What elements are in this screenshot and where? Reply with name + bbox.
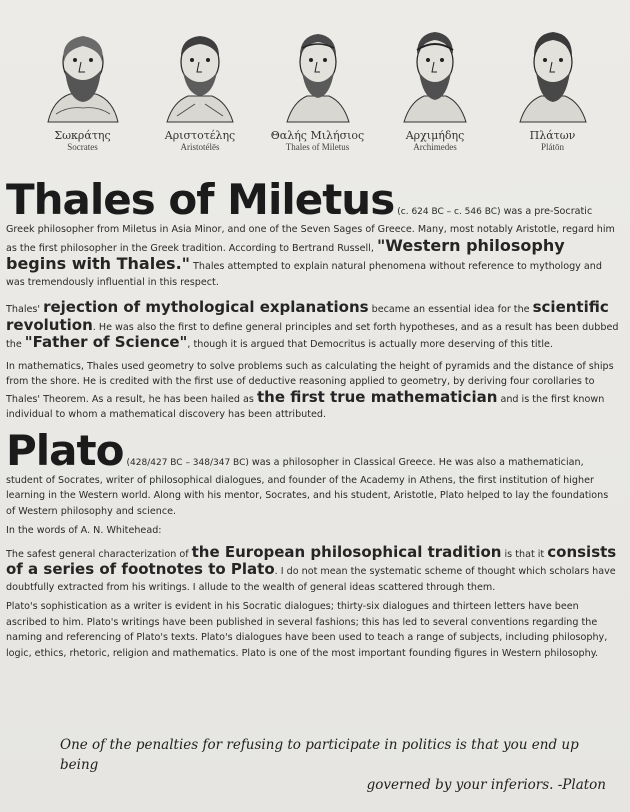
quote-line-2: governed by your inferiors. -Platon (366, 777, 606, 793)
thales-dates: (c. 624 BC – c. 546 BC) (397, 207, 501, 217)
text-span: became an essential idea for the (368, 304, 533, 315)
highlight-text: consists of a series of footnotes to Plato (6, 542, 617, 578)
text-span: is that it (501, 548, 548, 560)
portrait-thales (265, 22, 370, 167)
thales-paragraph-3 (6, 359, 620, 423)
portrait-socrates (30, 22, 135, 167)
text-span: In mathematics, Thales used geometry to solve problems such as calculating the height of pyramids and the distance of ships from the shore. He is credited with the first use of deductive reasoning applied to geometry, by deriving four corollaries to Thales' Theorem. As a result, he has been hailed as (6, 360, 614, 405)
text-span: In the words of A. N. Whitehead: (6, 525, 162, 536)
latin-name: Thales of Miletus (285, 142, 350, 152)
thales-paragraph-2 (6, 300, 620, 353)
plato-quote (60, 735, 620, 795)
archimedes-bust-icon (390, 22, 480, 127)
highlight-text: rejection of mythological explanations (43, 298, 369, 316)
plato-title: Plato (6, 425, 124, 475)
latin-name: Aristotélēs (180, 142, 220, 152)
aristotle-bust-icon (155, 22, 245, 127)
plato-dates: (428/427 BC – 348/347 BC) (126, 457, 249, 468)
latin-name: Plátōn (540, 142, 564, 152)
portrait-archimedes (383, 22, 488, 167)
greek-name: Θαλής Μιλήσιος (270, 129, 365, 142)
highlight-text: scientific revolution (6, 298, 609, 334)
thales-title: Thales of Miletus (6, 175, 395, 224)
russell-quote: "Western philosophy begins with Thales." (6, 235, 565, 273)
plato-paragraph-3 (6, 542, 620, 596)
main-text (6, 175, 620, 665)
text-span: Thales' (6, 304, 44, 315)
plato-paragraph-4 (6, 599, 620, 661)
text-span: Plato's sophistication as a writer is evident in his Socratic dialogues; thirty-six dialogues and thirteen letters have been ascribed to him. Plato's writings have been published in several fashions; this has led to several conventions regarding the naming and referencing of Plato's texts. Plato's dialogues have been used to teach a range of subjects, including philosophy, logic, ethics, rhetoric, religion and mathematics. Plato is one of the most important founding figures in Western philosophy. (6, 601, 608, 659)
greek-name: Αρχιμήδης (405, 129, 465, 142)
text-span: . I do not mean the systematic scheme of thought which scholars have doubtfully extracted from his writings. I allude to the wealth of general ideas scattered through them. (6, 566, 616, 593)
text-span: was a philosopher in Classical Greece. He was also a mathematician, student of Socrates, writer of philosophical dialogues, and founder of the Academy in Athens, the first institution of higher learning in the Western world. Along with his mentor, Socrates, and his student, Aristotle, Plato helped to lay the foundations of Western philosophy and science. (6, 456, 609, 517)
latin-name: Archimedes (413, 142, 457, 152)
highlight-text: the European philosophical tradition (191, 542, 502, 561)
plato-paragraph-2 (6, 523, 620, 539)
highlight-text: "Father of Science" (24, 333, 188, 351)
quote-line-1: One of the penalties for refusing to participate in politics is that you end up being (60, 737, 579, 773)
text-span: Thales attempted to explain natural phenomena without reference to mythology and was tremendously influential in this respect. (6, 261, 602, 288)
latin-name: Socrates (67, 142, 98, 152)
text-span: was a pre-Socratic Greek philosopher from Miletus in Asia Minor, and one of the Seven Sages of Greece. Many, most notably Aristotle, regard him as the first philosopher in the Greek tradition. According to Bertrand Russell, (6, 206, 615, 254)
portrait-plato (500, 22, 605, 167)
portrait-row (30, 22, 605, 167)
plato-paragraph-1 (6, 425, 620, 520)
socrates-bust-icon (38, 22, 128, 127)
thales-paragraph-1 (6, 175, 620, 290)
text-span: The safest general characterization of (6, 548, 192, 560)
greek-name: Πλάτων (529, 129, 576, 142)
plato-bust-icon (508, 22, 598, 127)
thales-bust-icon (273, 22, 363, 127)
text-span: , though it is argued that Democritus is actually more deserving of this title. (187, 339, 553, 350)
text-span: and is the first known individual to whom a mathematical discovery has been attributed. (6, 393, 605, 420)
greek-name: Αριστοτέλης (164, 129, 236, 142)
portrait-aristotle (148, 22, 253, 167)
highlight-text: the first true mathematician (256, 387, 498, 406)
greek-name: Σωκράτης (54, 129, 111, 142)
text-span: . He was also the first to define general principles and set forth hypotheses, and as a result has been dubbed the (6, 321, 619, 350)
